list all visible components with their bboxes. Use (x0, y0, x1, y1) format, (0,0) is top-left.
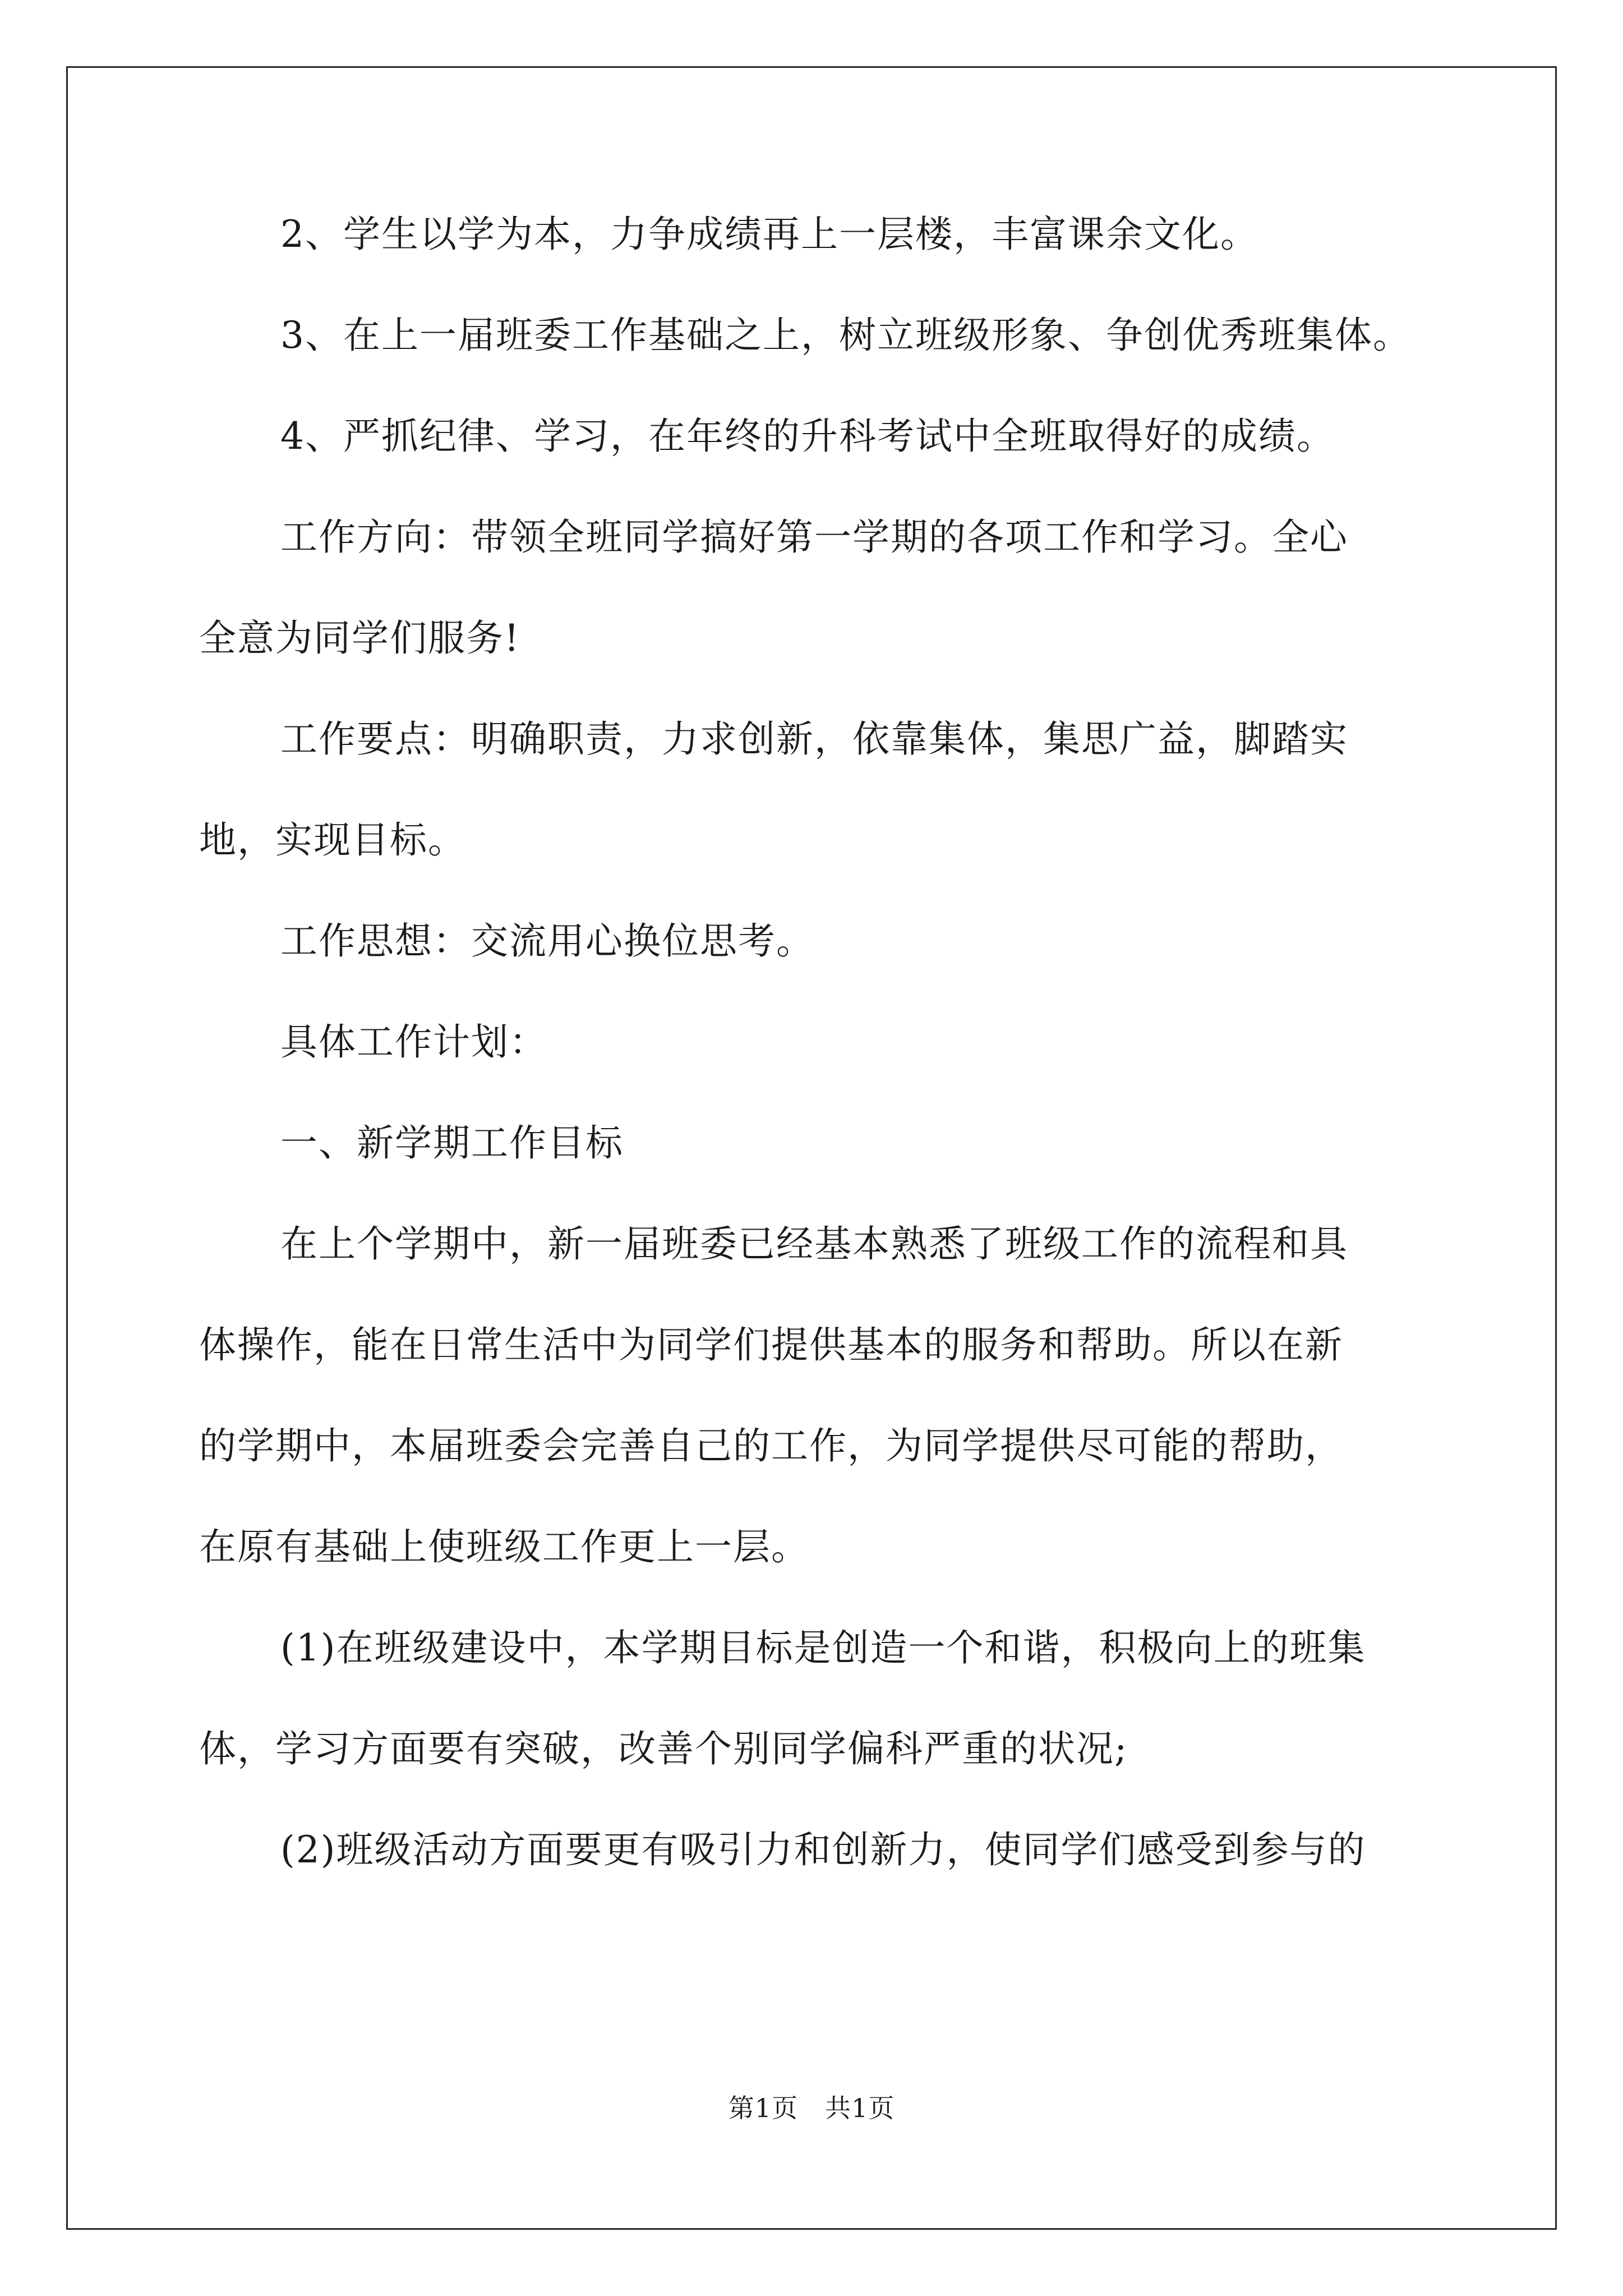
text-line: 在上个学期中，新一届班委已经基本熟悉了班级工作的流程和具 (280, 1222, 1348, 1266)
text-line: 工作要点：明确职责，力求创新，依靠集体，集思广益，脚踏实 (280, 717, 1348, 761)
text-line: 的学期中，本届班委会完善自己的工作，为同学提供尽可能的帮助， (199, 1424, 1343, 1467)
text-line: (1)在班级建设中，本学期目标是创造一个和谐，积极向上的班集 (280, 1626, 1366, 1669)
text-line: 全意为同学们服务! (199, 616, 520, 660)
text-line: 工作思想：交流用心换位思考。 (280, 919, 814, 963)
section-heading: 一、新学期工作目标 (280, 1121, 624, 1165)
page-total: 共1页 (825, 2093, 895, 2123)
text-line: 体操作，能在日常生活中为同学们提供基本的服务和帮助。所以在新 (199, 1323, 1343, 1366)
text-line: 4、严抓纪律、学习，在年终的升科考试中全班取得好的成绩。 (280, 415, 1335, 458)
text-line: 具体工作计划： (280, 1020, 547, 1064)
text-line: 在原有基础上使班级工作更上一层。 (199, 1525, 809, 1568)
page-number: 第1页 (728, 2093, 798, 2123)
text-line: 工作方向：带领全班同学搞好第一学期的各项工作和学习。全心 (280, 516, 1348, 559)
text-line: 2、学生以学为本，力争成绩再上一层楼，丰富课余文化。 (280, 213, 1258, 256)
text-line: 地，实现目标。 (199, 818, 466, 862)
page-footer (0, 2092, 1623, 2124)
text-line: 3、在上一届班委工作基础之上，树立班级形象、争创优秀班集体。 (280, 314, 1411, 357)
text-line: (2)班级活动方面要更有吸引力和创新力，使同学们感受到参与的 (280, 1828, 1366, 1871)
text-line: 体，学习方面要有突破，改善个别同学偏科严重的状况; (199, 1727, 1128, 1770)
